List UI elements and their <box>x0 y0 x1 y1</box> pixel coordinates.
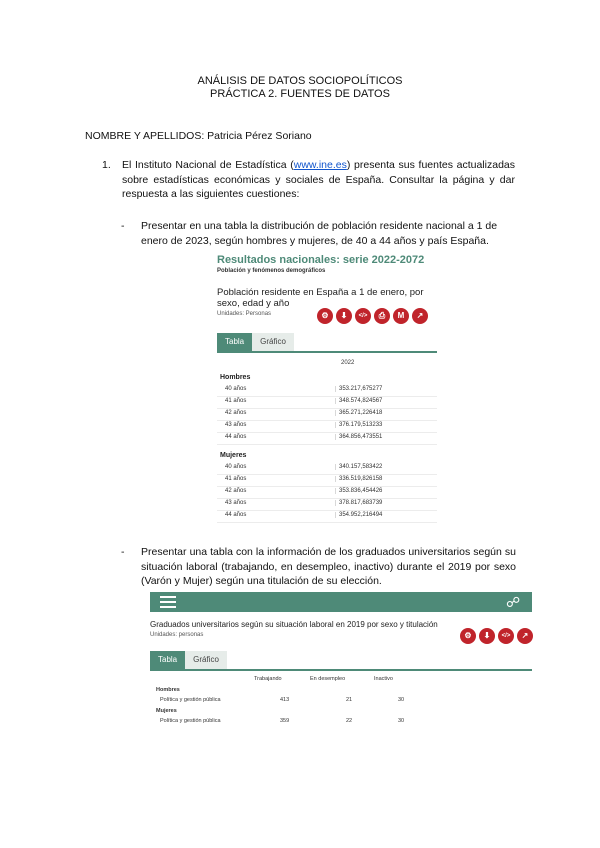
ine-table-title: Población residente en España a 1 de enero, por sexo, edad y año <box>217 287 424 309</box>
ine-units: Unidades: Personas <box>217 311 272 317</box>
table-cell: 21 <box>346 697 353 703</box>
table-row: 43 años 378.817,683739 <box>217 498 437 511</box>
row-label: Política y gestión pública <box>160 697 221 703</box>
ine-tabs <box>217 333 294 351</box>
tab-grafico[interactable]: Gráfico <box>252 333 294 351</box>
column-header: Trabajando <box>254 676 282 682</box>
table-row: 41 años 336.519,826158 <box>217 474 437 487</box>
share-icon[interactable]: ☍ <box>506 594 521 610</box>
tab-grafico[interactable]: Gráfico <box>185 651 227 669</box>
tab-rule <box>217 351 437 353</box>
column-header: 2022 <box>341 360 355 366</box>
graduates-table <box>150 672 415 732</box>
ine-screenshot-graduates <box>150 592 532 734</box>
document-subtitle: PRÁCTICA 2. FUENTES DE DATOS <box>210 88 390 100</box>
ine-tabs <box>150 651 227 669</box>
download-icon[interactable]: ⬇ <box>336 308 352 324</box>
table-row: 44 años 364.856,473551 <box>217 432 437 445</box>
ine-screenshot-population <box>217 254 439 532</box>
document-title: ANÁLISIS DE DATOS SOCIOPOLÍTICOS <box>197 75 403 87</box>
embed-icon[interactable]: </> <box>498 628 514 644</box>
graduates-table-title: Graduados universitarios según su situación laboral en 2019 por sexo y titulación <box>150 620 438 629</box>
bullet-dash: - <box>121 220 125 232</box>
column-header: En desempleo <box>310 676 346 682</box>
table-row: 43 años 376.179,513233 <box>217 420 437 433</box>
table-cell: 413 <box>280 697 290 703</box>
embed-icon[interactable]: </> <box>355 308 371 324</box>
table-cell: 359 <box>280 718 290 724</box>
group-label: Hombres <box>156 687 180 693</box>
question-number: 1. <box>102 159 111 171</box>
ine-icon-toolbar <box>317 308 428 324</box>
table-row: 42 años 353.836,454426 <box>217 486 437 499</box>
table-row: 41 años 348.574,824567 <box>217 396 437 409</box>
share-icon[interactable]: ↗ <box>412 308 428 324</box>
bullet-text: Presentar en una tabla la distribución de población residente nacional a 1 de enero de 2023, según hombres y mujeres, de 40 a 44 años y país España. <box>141 220 498 247</box>
mobile-header-bar <box>150 592 532 612</box>
bullet-dash: - <box>121 546 125 558</box>
print-icon[interactable]: ⎙ <box>374 308 390 324</box>
gear-icon[interactable]: ⚙ <box>317 308 333 324</box>
tab-tabla[interactable]: Tabla <box>217 333 252 351</box>
share-icon[interactable]: ↗ <box>517 628 533 644</box>
table-cell: 22 <box>346 718 353 724</box>
group-label: Hombres <box>220 374 251 381</box>
table-row: 40 años 340.157,583422 <box>217 462 437 475</box>
name-line: NOMBRE Y APELLIDOS: Patricia Pérez Soriano <box>85 130 312 142</box>
ine-subheading: Población y fenómenos demográficos <box>217 268 326 274</box>
table-row: 44 años 354.952,216494 <box>217 510 437 523</box>
table-cell: 30 <box>398 718 405 724</box>
tab-tabla[interactable]: Tabla <box>150 651 185 669</box>
ine-link[interactable]: www.ine.es <box>293 159 347 171</box>
group-label: Mujeres <box>156 708 177 714</box>
row-label: Política y gestión pública <box>160 718 221 724</box>
group-label: Mujeres <box>220 452 247 459</box>
column-header: Inactivo <box>374 676 393 682</box>
gear-icon[interactable]: ⚙ <box>460 628 476 644</box>
download-icon[interactable]: ⬇ <box>479 628 495 644</box>
population-table <box>217 354 437 532</box>
metadata-icon[interactable]: M <box>393 308 409 324</box>
table-row: 40 años 353.217,675277 <box>217 384 437 397</box>
question-text: El Instituto Nacional de Estadística (www.ine.es) presenta sus fuentes actualizadas sobre estadísticas económicas y sociales de España. Consultar la página y dar respuesta a las siguientes cuestiones: <box>122 159 515 200</box>
ine-units: Unidades: personas <box>150 632 204 638</box>
ine-icon-toolbar <box>460 628 533 644</box>
tab-rule <box>150 669 532 671</box>
table-row: 42 años 365.271,226418 <box>217 408 437 421</box>
menu-icon[interactable] <box>160 593 176 611</box>
bullet-text: Presentar una tabla con la información de los graduados universitarios según su situación laboral (trabajando, en desempleo, inactivo) durante el 2019 por sexo (Varón y Mujer) según una titulación de su elección. <box>141 546 516 587</box>
table-cell: 30 <box>398 697 405 703</box>
ine-heading: Resultados nacionales: serie 2022-2072 <box>217 254 425 266</box>
